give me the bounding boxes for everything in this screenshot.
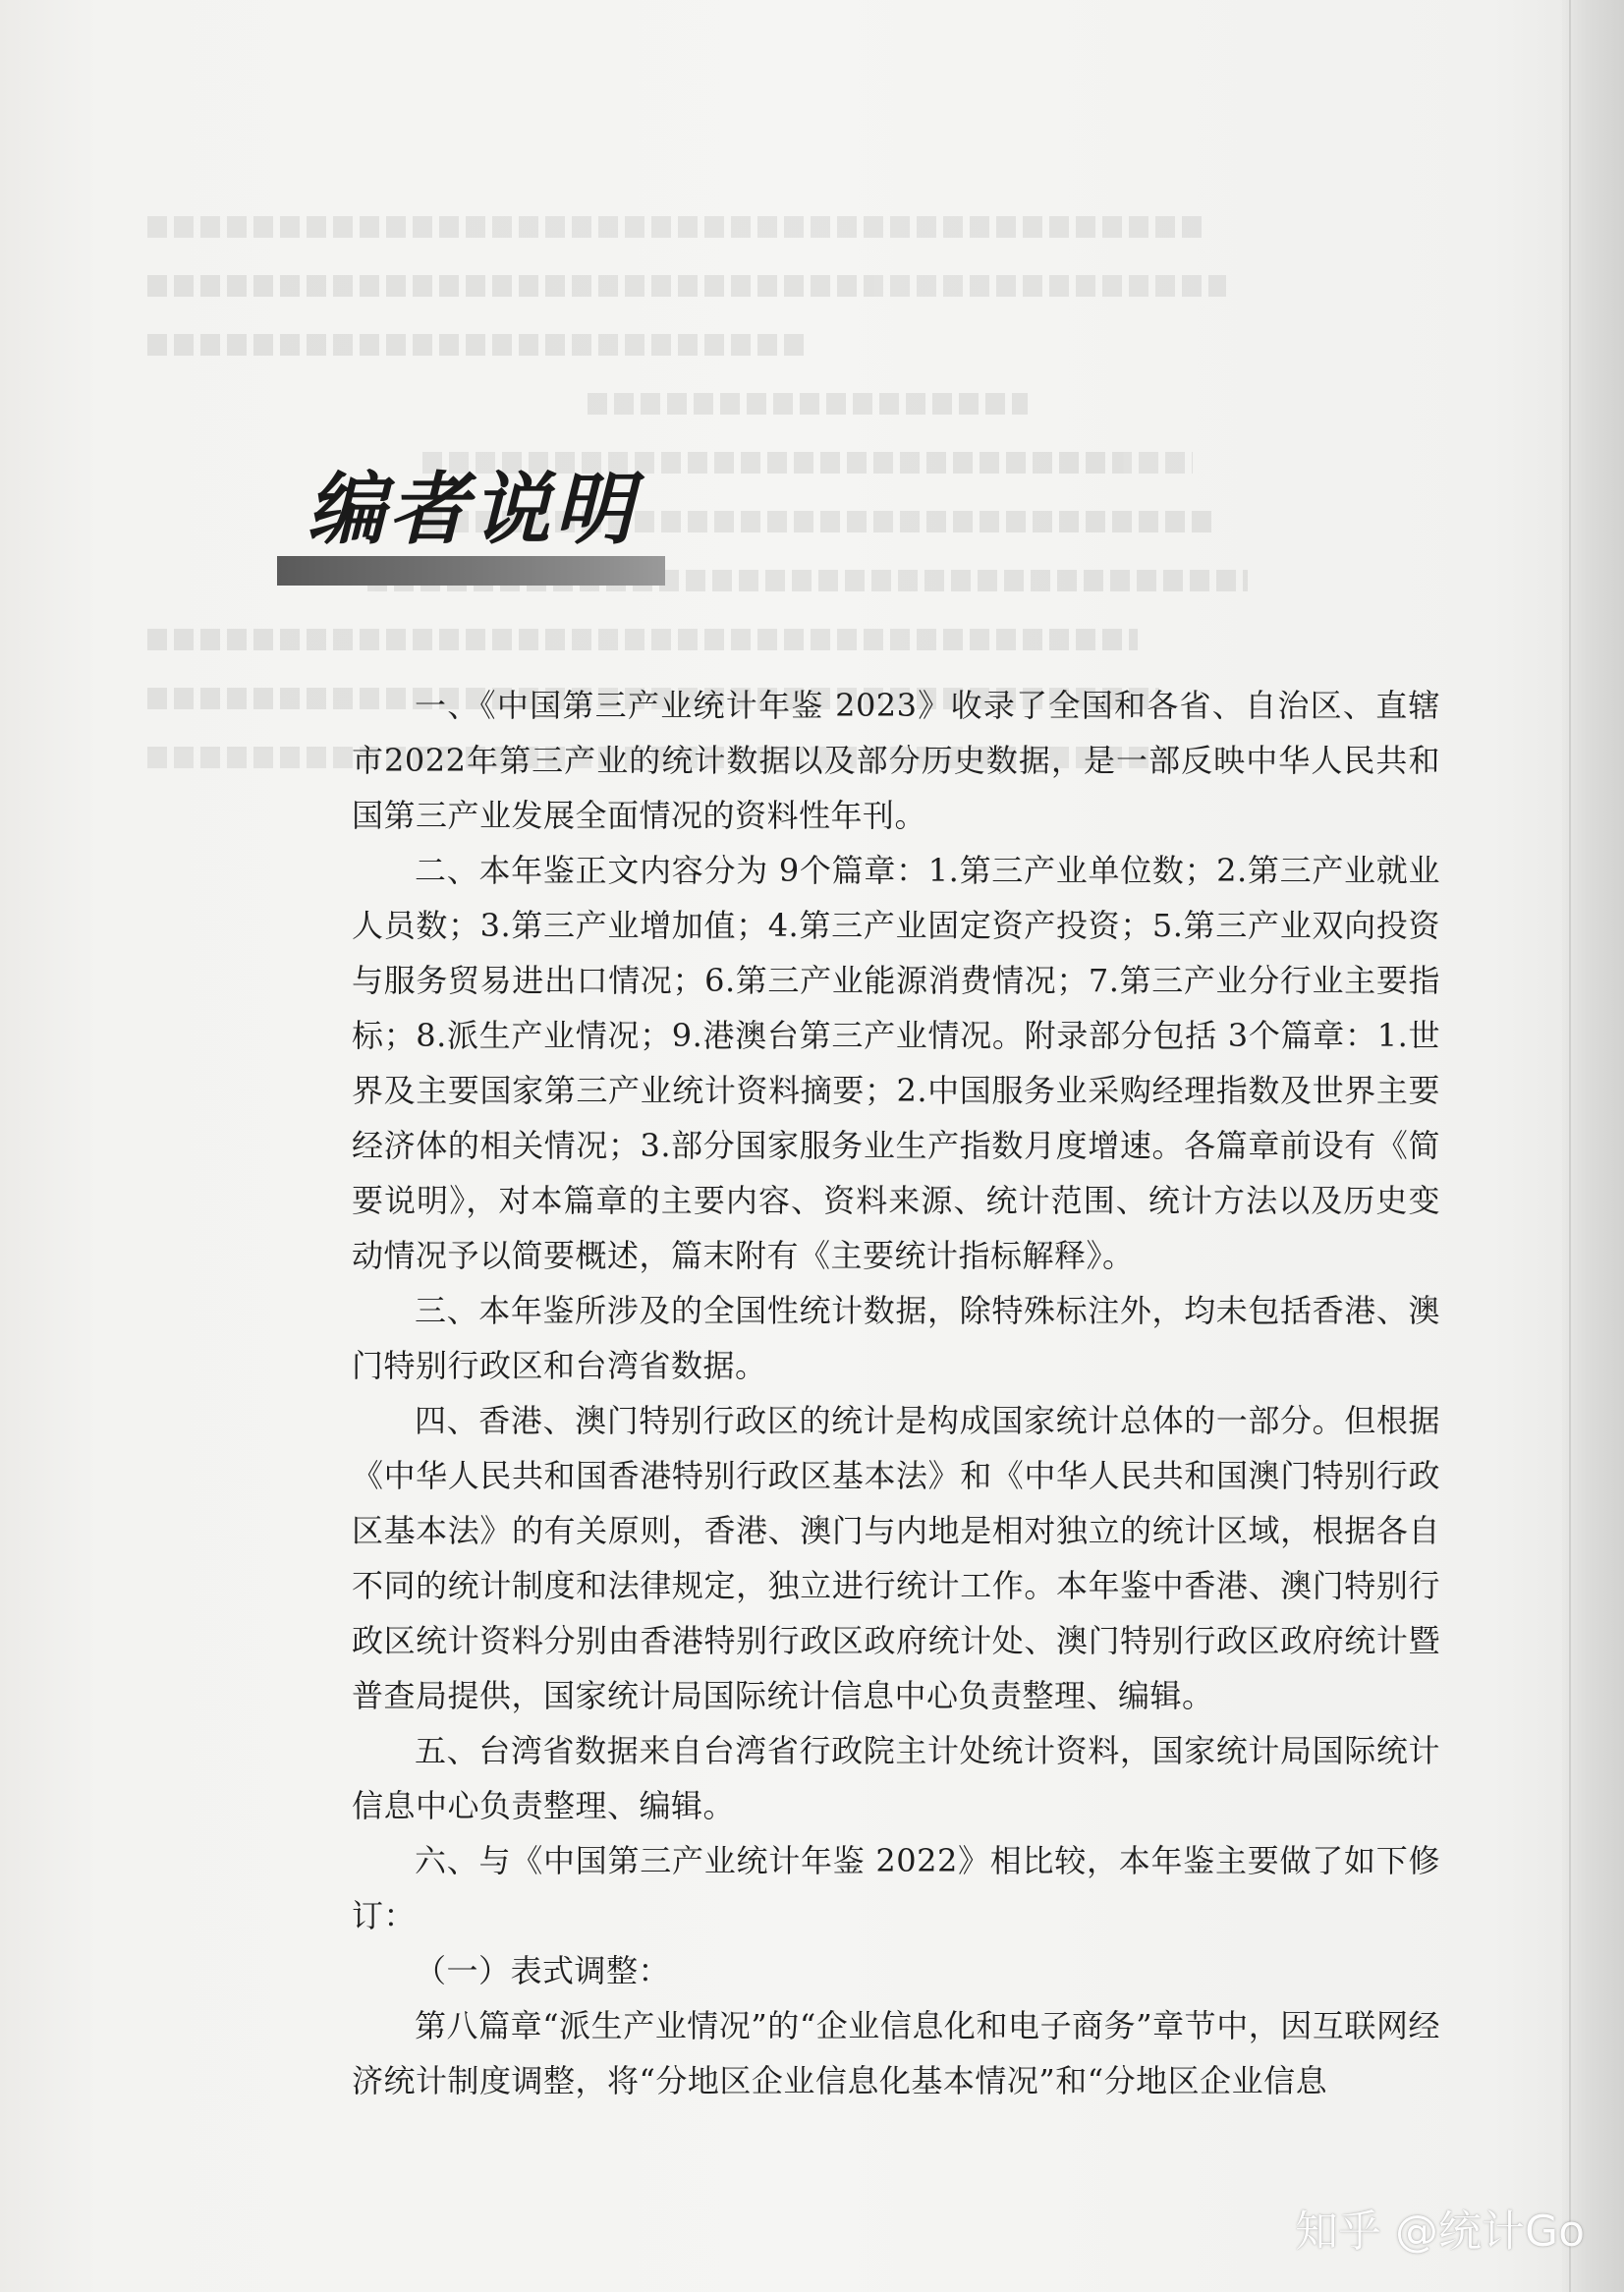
paragraph-1: 一、《中国第三产业统计年鉴 2023》收录了全国和各省、自治区、直辖市2022年第三产业的统计数据以及部分历史数据，是一部反映中华人民共和国第三产业发展全面情况的资料性年刊。 (352, 687, 1440, 834)
page-edge-line (1569, 0, 1571, 2292)
paragraph-6: 六、与《中国第三产业统计年鉴 2022》相比较，本年鉴主要做了如下修订： (352, 1842, 1440, 1934)
paragraph-2: 二、本年鉴正文内容分为 9个篇章：1.第三产业单位数；2.第三产业就业人员数；3.第三产业增加值；4.第三产业固定资产投资；5.第三产业双向投资与服务贸易进出口情况；6.第三产业能源消费情况；7.第三产业分行业主要指标；8.派生产业情况；9.港澳台第三产业情况。附录部分包括 3个篇章：1.世界及主要国家第三产业统计资料摘要；2.中国服务业采购经理指数及世界主要经济体的相关情况；3.部分国家服务业生产指数月度增速。各篇章前设有《简要说明》，对本篇章的主要内容、资料来源、统计范围、统计方法以及历史变动情况予以简要概述，篇末附有《主要统计指标解释》。 (352, 852, 1440, 1274)
watermark: 知乎 @统计Go (1294, 2207, 1585, 2257)
paragraph-8: 第八篇章“派生产业情况”的“企业信息化和电子商务”章节中，因互联网经济统计制度调整，将“分地区企业信息化基本情况”和“分地区企业信息 (352, 2007, 1440, 2099)
page-edge-shadow (1562, 0, 1624, 2292)
paragraph-5: 五、台湾省数据来自台湾省行政院主计处统计资料，国家统计局国际统计信息中心负责整理、编辑。 (352, 1732, 1440, 1824)
paragraph-4: 四、香港、澳门特别行政区的统计是构成国家统计总体的一部分。但根据《中华人民共和国香港特别行政区基本法》和《中华人民共和国澳门特别行政区基本法》的有关原则，香港、澳门与内地是相对独立的统计区域，根据各自不同的统计制度和法律规定，独立进行统计工作。本年鉴中香港、澳门特别行政区统计资料分别由香港特别行政区政府统计处、澳门特别行政区政府统计暨普查局提供，国家统计局国际统计信息中心负责整理、编辑。 (352, 1402, 1440, 1714)
paragraph-3: 三、本年鉴所涉及的全国性统计数据，除特殊标注外，均未包括香港、澳门特别行政区和台湾省数据。 (352, 1292, 1440, 1384)
paragraph-7: （一）表式调整： (415, 1952, 671, 1989)
title-underline-bar (277, 556, 665, 586)
body-text (352, 678, 1440, 2108)
page-title: 编者说明 (307, 463, 637, 555)
